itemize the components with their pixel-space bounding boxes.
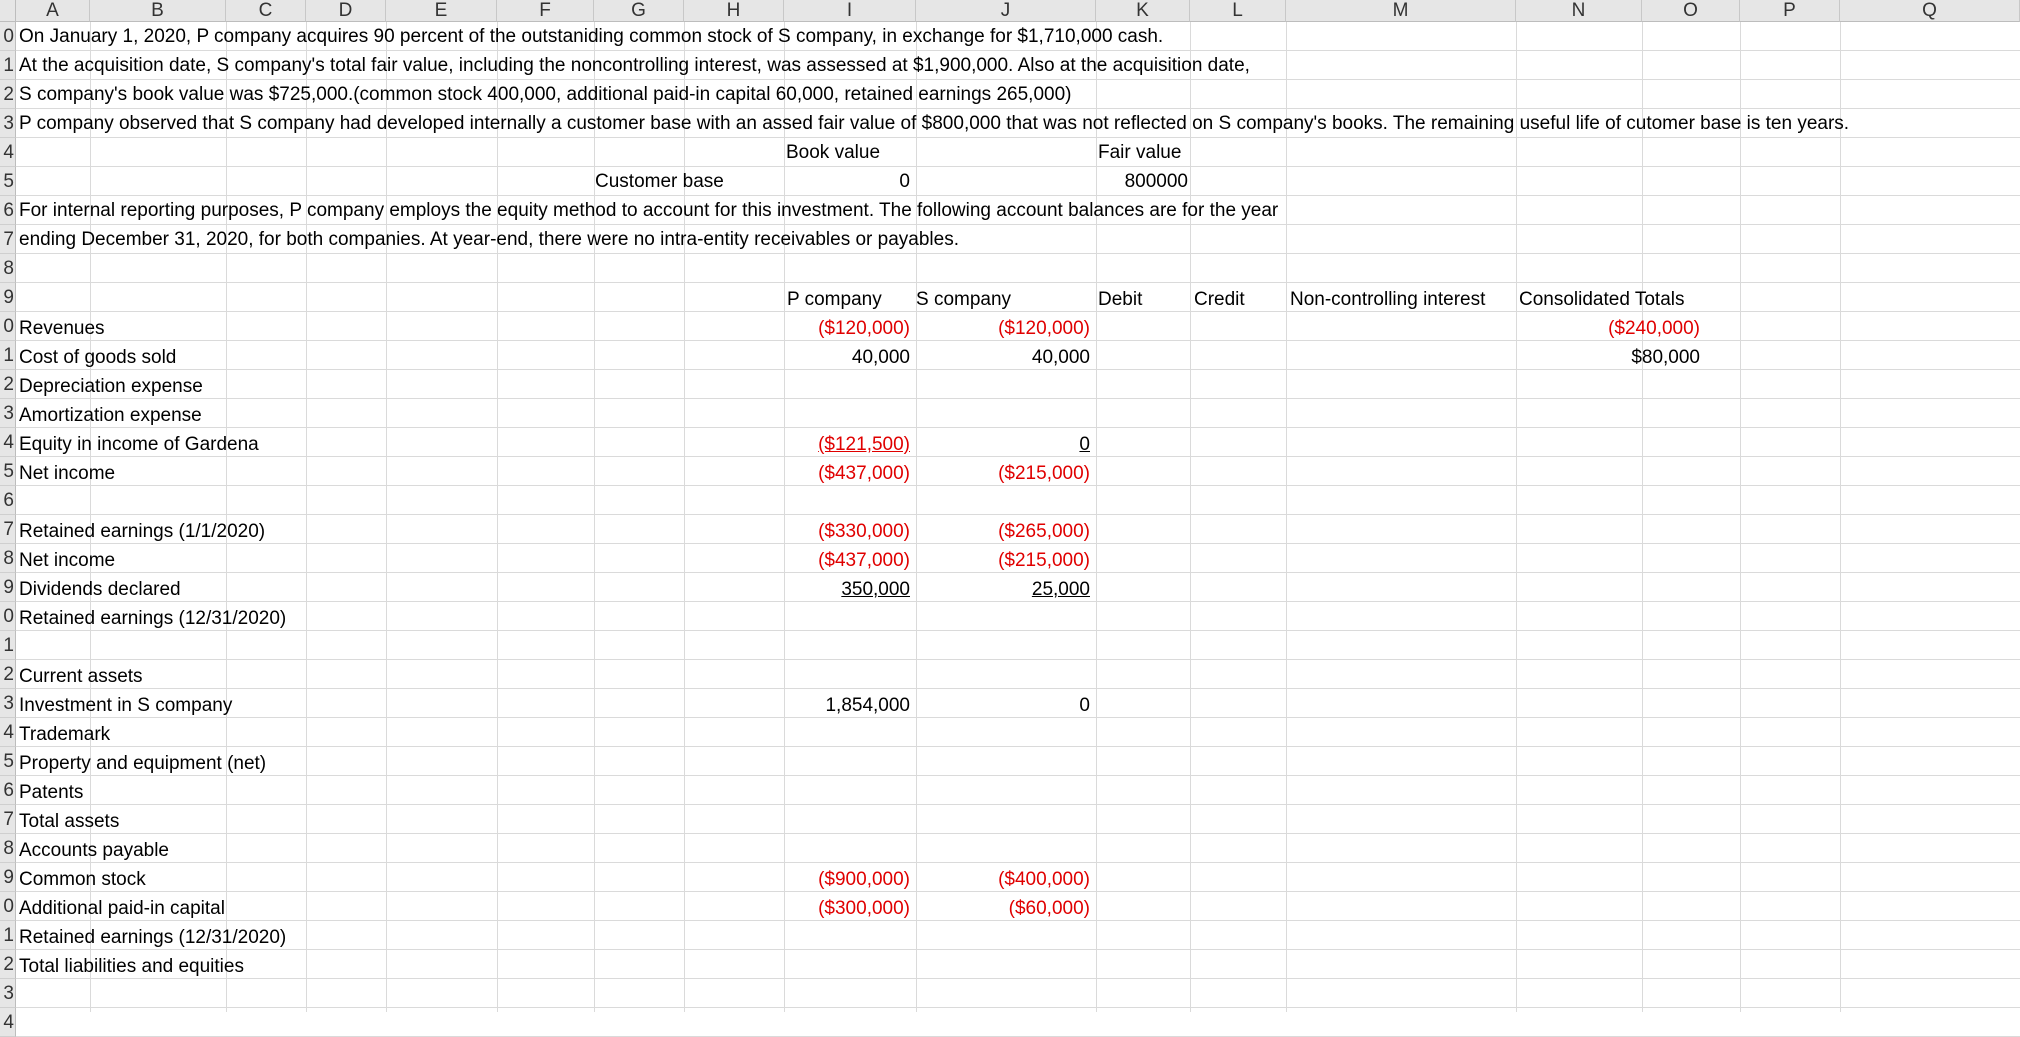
consolidated-value[interactable] [1516, 546, 1700, 575]
row-header[interactable]: 3 [0, 399, 16, 428]
p-company-value[interactable] [784, 488, 910, 517]
p-company-value[interactable]: ($900,000) [818, 869, 910, 890]
s-company-value[interactable] [916, 604, 1090, 633]
row-label[interactable]: Amortization expense [19, 405, 202, 426]
s-company-value[interactable] [916, 807, 1090, 836]
p-company-value[interactable] [784, 372, 910, 401]
consolidated-value[interactable] [1516, 575, 1700, 604]
consolidated-value[interactable] [1516, 604, 1700, 633]
s-company-header[interactable]: S company [916, 289, 1012, 310]
consolidated-value[interactable] [1516, 430, 1700, 459]
s-company-value[interactable]: ($60,000) [1008, 898, 1090, 919]
p-company-value[interactable] [784, 807, 910, 836]
column-header-l[interactable]: L [1190, 0, 1286, 22]
grid-vline [1286, 22, 1287, 1012]
s-company-value[interactable]: 40,000 [1031, 347, 1090, 368]
p-company-value[interactable]: ($300,000) [818, 898, 910, 919]
p-company-value[interactable]: ($437,000) [818, 550, 910, 571]
row-header[interactable]: 3 [0, 979, 16, 1008]
s-company-value[interactable]: ($400,000) [998, 869, 1090, 890]
column-header-q[interactable]: Q [1840, 0, 2020, 22]
row-header[interactable]: 6 [0, 196, 16, 225]
row-header[interactable]: 8 [0, 544, 16, 573]
grid-vline [386, 22, 387, 1012]
row-label[interactable]: Depreciation expense [19, 376, 203, 397]
p-company-value[interactable] [784, 749, 910, 778]
intro-line-1[interactable]: On January 1, 2020, P company acquires 90 percent of the outstaniding common stock of S company, in exchange for $1,710,000 cash. [19, 26, 1164, 47]
grid-vline [1190, 22, 1191, 1012]
select-all-corner[interactable] [0, 0, 16, 22]
consolidated-value[interactable] [1516, 488, 1700, 517]
row-header[interactable]: 6 [0, 776, 16, 805]
row-label[interactable]: Current assets [19, 666, 143, 687]
row-header[interactable]: 5 [0, 747, 16, 776]
row-header[interactable]: 8 [0, 254, 16, 283]
s-company-value[interactable] [916, 662, 1090, 691]
grid-hline [16, 166, 2020, 167]
column-header-g[interactable]: G [594, 0, 684, 22]
intro-line-4[interactable]: P company observed that S company had developed internally a customer base with an assed fair value of $800,000 that was not reflected on S company's books. The remaining useful life of cutomer base is ten years. [19, 113, 1850, 134]
s-company-value[interactable] [916, 488, 1090, 517]
column-header-k[interactable]: K [1096, 0, 1190, 22]
consolidated-value[interactable] [1516, 836, 1700, 865]
p-company-value[interactable]: 350,000 [841, 579, 910, 600]
row-label[interactable]: Additional paid-in capital [19, 898, 225, 919]
row-header[interactable]: 3 [0, 109, 16, 138]
row-header[interactable]: 2 [0, 80, 16, 109]
s-company-value[interactable]: 25,000 [1031, 579, 1090, 600]
customer-base-fair-value[interactable]: 800000 [1124, 171, 1188, 192]
s-company-value[interactable] [916, 923, 1090, 952]
row-header[interactable]: 0 [0, 312, 16, 341]
s-company-value[interactable]: ($265,000) [998, 521, 1090, 542]
p-company-value[interactable] [784, 778, 910, 807]
column-header-n[interactable]: N [1516, 0, 1642, 22]
row-header[interactable]: 4 [0, 138, 16, 167]
row-header[interactable]: 1 [0, 921, 16, 950]
row-label[interactable]: Total liabilities and equities [19, 956, 244, 977]
column-header-f[interactable]: F [497, 0, 594, 22]
row-header[interactable]: 7 [0, 805, 16, 834]
row-header[interactable]: 5 [0, 457, 16, 486]
row-label[interactable]: Property and equipment (net) [19, 753, 267, 774]
grid-vline [306, 22, 307, 1012]
column-header-p[interactable]: P [1740, 0, 1840, 22]
intro-line-3[interactable]: S company's book value was $725,000.(common stock 400,000, additional paid-in capital 60,000, retained earnings 265,000) [19, 84, 1072, 105]
p-company-value[interactable]: 40,000 [851, 347, 910, 368]
s-company-value[interactable] [916, 836, 1090, 865]
debit-header[interactable]: Debit [1098, 289, 1143, 310]
p-company-value[interactable] [784, 836, 910, 865]
s-company-value[interactable]: 0 [1079, 695, 1090, 716]
customer-base-label[interactable]: Customer base [595, 171, 724, 192]
p-company-value[interactable]: ($121,500) [818, 434, 910, 455]
p-company-value[interactable] [784, 604, 910, 633]
row-label[interactable]: Equity in income of Gardena [19, 434, 259, 455]
row-header[interactable]: 1 [0, 341, 16, 370]
p-company-value[interactable]: ($330,000) [818, 521, 910, 542]
consolidated-value[interactable] [1516, 691, 1700, 720]
consolidated-value[interactable] [1516, 517, 1700, 546]
s-company-value[interactable] [916, 778, 1090, 807]
row-header[interactable]: 4 [0, 428, 16, 457]
consolidated-value[interactable] [1516, 401, 1700, 430]
consolidated-value[interactable] [1516, 633, 1700, 662]
consolidated-value[interactable] [1516, 807, 1700, 836]
row-header[interactable]: 4 [0, 718, 16, 747]
row-header[interactable]: 9 [0, 863, 16, 892]
row-label[interactable]: Investment in S company [19, 695, 233, 716]
row-header[interactable]: 4 [0, 1008, 16, 1037]
row-label[interactable]: Common stock [19, 869, 146, 890]
consolidated-value[interactable]: $80,000 [1631, 347, 1700, 368]
p-company-header[interactable]: P company [787, 289, 882, 310]
credit-header[interactable]: Credit [1194, 289, 1245, 310]
row-label[interactable]: Patents [19, 782, 84, 803]
s-company-value[interactable] [916, 749, 1090, 778]
row-header[interactable]: 7 [0, 225, 16, 254]
row-header[interactable]: 3 [0, 689, 16, 718]
consolidated-header[interactable]: Consolidated Totals [1519, 289, 1685, 310]
p-company-value[interactable] [784, 633, 910, 662]
p-company-value[interactable]: 1,854,000 [825, 695, 910, 716]
consolidated-value[interactable] [1516, 662, 1700, 691]
p-company-value[interactable]: ($437,000) [818, 463, 910, 484]
row-header[interactable]: 9 [0, 573, 16, 602]
grid-hline [16, 1007, 2020, 1008]
row-header[interactable]: 7 [0, 515, 16, 544]
row-label[interactable]: Cost of goods sold [19, 347, 177, 368]
consolidated-value[interactable] [1516, 749, 1700, 778]
p-company-value[interactable] [784, 923, 910, 952]
row-label[interactable]: Dividends declared [19, 579, 181, 600]
consolidated-value[interactable] [1516, 720, 1700, 749]
p-company-value[interactable] [784, 720, 910, 749]
column-header-i[interactable]: I [784, 0, 916, 22]
consolidated-value[interactable] [1516, 894, 1700, 923]
p-company-value[interactable] [784, 952, 910, 981]
row-header[interactable]: 2 [0, 370, 16, 399]
p-company-value[interactable] [784, 662, 910, 691]
nci-header[interactable]: Non-controlling interest [1290, 289, 1486, 310]
row-header[interactable]: 2 [0, 660, 16, 689]
column-header-m[interactable]: M [1286, 0, 1516, 22]
book-value-header[interactable]: Book value [786, 142, 881, 163]
consolidated-value[interactable] [1516, 778, 1700, 807]
row-header[interactable]: 8 [0, 834, 16, 863]
customer-base-book-value[interactable]: 0 [899, 171, 910, 192]
consolidated-value[interactable]: ($240,000) [1608, 318, 1700, 339]
p-company-value[interactable] [784, 401, 910, 430]
s-company-value[interactable] [916, 372, 1090, 401]
consolidated-value[interactable] [1516, 952, 1700, 981]
column-header-h[interactable]: H [684, 0, 784, 22]
column-header-c[interactable]: C [226, 0, 306, 22]
s-company-value[interactable]: ($215,000) [998, 463, 1090, 484]
grid-vline [497, 22, 498, 1012]
column-header-a[interactable]: A [16, 0, 90, 22]
row-header[interactable]: 2 [0, 950, 16, 979]
note-line-2[interactable]: ending December 31, 2020, for both companies. At year-end, there were no intra-entity receivables or payables. [19, 229, 959, 250]
row-header[interactable]: 5 [0, 167, 16, 196]
s-company-value[interactable]: 0 [1079, 434, 1090, 455]
row-label[interactable]: Retained earnings (12/31/2020) [19, 608, 287, 629]
column-header-d[interactable]: D [306, 0, 386, 22]
s-company-value[interactable] [916, 720, 1090, 749]
row-header[interactable]: 9 [0, 283, 16, 312]
column-header-e[interactable]: E [386, 0, 497, 22]
row-header[interactable]: 1 [0, 631, 16, 660]
consolidated-value[interactable] [1516, 459, 1700, 488]
p-company-value[interactable]: ($120,000) [818, 318, 910, 339]
grid-hline [16, 282, 2020, 283]
row-label[interactable]: Net income [19, 463, 116, 484]
row-label[interactable]: Revenues [19, 318, 105, 339]
row-label[interactable]: Retained earnings (12/31/2020) [19, 927, 287, 948]
row-label[interactable]: Total assets [19, 811, 120, 832]
row-header[interactable]: 0 [0, 602, 16, 631]
intro-line-2[interactable]: At the acquisition date, S company's total fair value, including the noncontrolling interest, was assessed at $1,900,000. Also at the acquisition date, [19, 55, 1250, 76]
grid-vline [1740, 22, 1741, 1012]
s-company-value[interactable] [916, 401, 1090, 430]
column-header-j[interactable]: J [916, 0, 1096, 22]
row-label[interactable]: Retained earnings (1/1/2020) [19, 521, 266, 542]
consolidated-value[interactable] [1516, 923, 1700, 952]
consolidated-value[interactable] [1516, 865, 1700, 894]
s-company-value[interactable]: ($215,000) [998, 550, 1090, 571]
row-label[interactable]: Net income [19, 550, 116, 571]
s-company-value[interactable] [916, 633, 1090, 662]
consolidated-value[interactable] [1516, 372, 1700, 401]
fair-value-header[interactable]: Fair value [1098, 142, 1182, 163]
column-header-o[interactable]: O [1642, 0, 1740, 22]
row-label[interactable]: Accounts payable [19, 840, 169, 861]
grid-hline [16, 311, 2020, 312]
row-header[interactable]: 6 [0, 486, 16, 515]
row-header[interactable]: 0 [0, 22, 16, 51]
row-header[interactable]: 1 [0, 51, 16, 80]
row-label[interactable]: Trademark [19, 724, 111, 745]
note-line-1[interactable]: For internal reporting purposes, P company employs the equity method to account for this investment. The following account balances are for the year [19, 200, 1279, 221]
row-header[interactable]: 0 [0, 892, 16, 921]
grid-vline [1840, 22, 1841, 1012]
s-company-value[interactable] [916, 952, 1090, 981]
s-company-value[interactable]: ($120,000) [998, 318, 1090, 339]
column-header-b[interactable]: B [90, 0, 226, 22]
